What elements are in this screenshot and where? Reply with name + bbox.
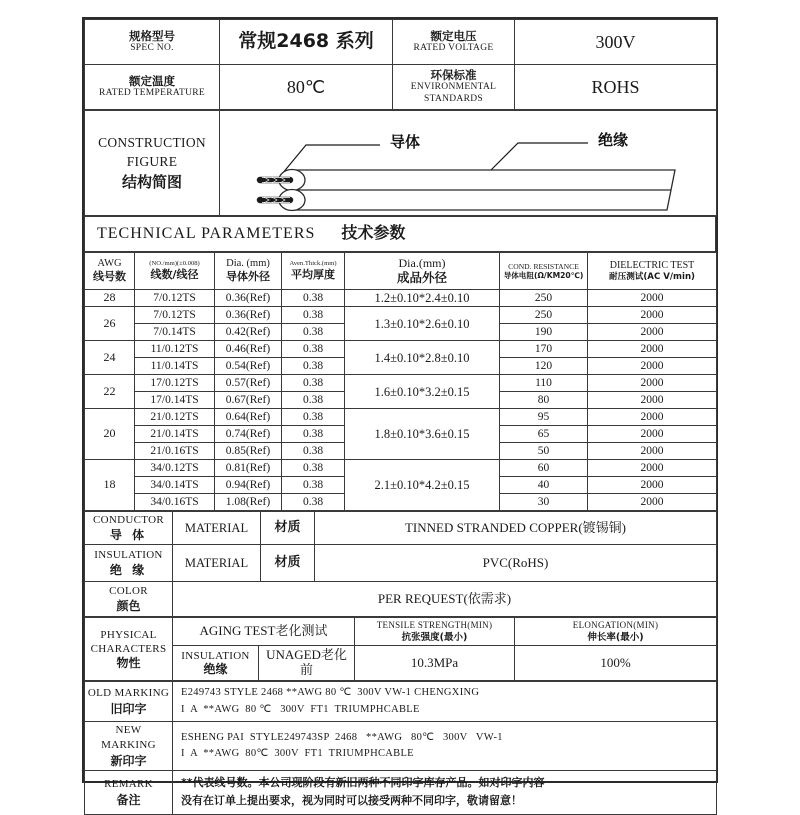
cell-dielectric: 2000 (588, 324, 717, 341)
cell-dielectric: 2000 (588, 290, 717, 307)
tech-params-title-en: TECHNICAL PARAMETERS (97, 225, 316, 243)
tech-params-title-row (85, 217, 716, 252)
insulation-attr-cn: 材质 (261, 545, 315, 582)
cell-strands: 17/0.12TS (135, 375, 215, 392)
remark-content (173, 770, 717, 814)
conductor-row (85, 512, 717, 545)
remark-row (85, 770, 717, 814)
cell-conductor-dia: 0.36(Ref) (215, 307, 282, 324)
elongation-value: 100% (515, 646, 717, 681)
physical-characters-label: PHYSICAL CHARACTERS 物性 (85, 618, 173, 681)
cell-thickness: 0.38 (282, 409, 345, 426)
cable-diagram (220, 111, 716, 215)
color-value: PER REQUEST(依需求) (173, 582, 717, 617)
cell-conductor-dia: 0.64(Ref) (215, 409, 282, 426)
unaged-label: UNAGED老化前 (259, 646, 355, 681)
cell-resistance: 30 (500, 494, 588, 511)
tech-params-title-cn: 技术参数 (341, 223, 406, 243)
insulation-row (85, 545, 717, 582)
conductor-attr-cn: 材质 (261, 512, 315, 545)
cell-resistance: 250 (500, 290, 588, 307)
new-marking-line1: ESHENG PAI STYLE249743SP 2468 **AWG 80℃ 300V VW-1 (181, 731, 503, 743)
cell-conductor-dia: 0.81(Ref) (215, 460, 282, 477)
cell-finished-dia: 1.6±0.10*3.2±0.15 (345, 375, 500, 409)
cell-strands: 34/0.12TS (135, 460, 215, 477)
col-header-awg: AWG 线号数 (85, 253, 135, 290)
aging-insulation-label: INSULATION 绝缘 (173, 646, 259, 681)
cell-strands: 34/0.14TS (135, 477, 215, 494)
spec-row (85, 409, 717, 426)
cell-thickness: 0.38 (282, 426, 345, 443)
tech-params-title-cell (85, 217, 716, 252)
cell-resistance: 50 (500, 443, 588, 460)
cell-awg: 26 (85, 307, 135, 341)
old-marking-line1: E249743 STYLE 2468 **AWG 80 ℃ 300V VW-1 CHENGXING (181, 687, 480, 699)
cell-resistance: 40 (500, 477, 588, 494)
rated-temperature-value: 80℃ (220, 65, 393, 110)
tensile-strength-header: TENSILE STRENGTH(MIN) 抗张强度(最小) (355, 618, 515, 646)
color-label: COLOR 颜色 (85, 582, 173, 617)
aging-test-title: AGING TEST老化测试 (173, 618, 355, 646)
old-marking-label: OLD MARKING 旧印字 (85, 682, 173, 722)
header-table (84, 19, 717, 110)
environmental-standards-label-en2: STANDARDS (424, 93, 483, 104)
cell-strands: 21/0.12TS (135, 409, 215, 426)
spec-no-label (85, 20, 220, 65)
cell-awg: 24 (85, 341, 135, 375)
cell-thickness: 0.38 (282, 290, 345, 307)
spec-row (85, 341, 717, 358)
rated-voltage-label (393, 20, 515, 65)
callout-insulation-label: 绝缘 (598, 131, 629, 149)
col-header-finished-dia: Dia.(mm) 成品外径 (345, 253, 500, 290)
cell-awg: 28 (85, 290, 135, 307)
cell-dielectric: 2000 (588, 426, 717, 443)
cell-finished-dia: 1.8±0.10*3.6±0.15 (345, 409, 500, 460)
spec-no-value: 常规2468 系列 (220, 20, 393, 65)
cell-finished-dia: 1.4±0.10*2.8±0.10 (345, 341, 500, 375)
col-header-resistance: COND. RESISTANCE 导体电阻(Ω/KM20℃) (500, 253, 588, 290)
cell-thickness: 0.38 (282, 460, 345, 477)
spec-row (85, 290, 717, 307)
cell-strands: 7/0.12TS (135, 290, 215, 307)
cell-resistance: 110 (500, 375, 588, 392)
conductor-attr-en: MATERIAL (173, 512, 261, 545)
cell-strands: 11/0.14TS (135, 358, 215, 375)
spec-header-row (85, 253, 717, 290)
environmental-standards-label (393, 65, 515, 110)
environmental-standards-label-en1: ENVIRONMENTAL (410, 81, 497, 92)
cell-thickness: 0.38 (282, 477, 345, 494)
cell-thickness: 0.38 (282, 341, 345, 358)
cell-dielectric: 2000 (588, 375, 717, 392)
cell-thickness: 0.38 (282, 324, 345, 341)
cell-conductor-dia: 0.36(Ref) (215, 290, 282, 307)
insulation-label: INSULATION 绝 缘 (85, 545, 173, 582)
cell-dielectric: 2000 (588, 460, 717, 477)
cell-conductor-dia: 0.85(Ref) (215, 443, 282, 460)
cell-conductor-dia: 0.57(Ref) (215, 375, 282, 392)
cell-thickness: 0.38 (282, 307, 345, 324)
construction-label-en2: FIGURE (126, 154, 178, 170)
cell-resistance: 190 (500, 324, 588, 341)
cell-conductor-dia: 0.42(Ref) (215, 324, 282, 341)
cell-awg: 20 (85, 409, 135, 460)
cell-resistance: 120 (500, 358, 588, 375)
cell-conductor-dia: 0.46(Ref) (215, 341, 282, 358)
insulation-attr-en: MATERIAL (173, 545, 261, 582)
physical-value-row (85, 646, 717, 681)
cell-thickness: 0.38 (282, 392, 345, 409)
remark-line2: 没有在订单上提出要求，视为同时可以接受两种不同印字，敬请留意！ (181, 794, 522, 808)
construction-label-cn: 结构简图 (121, 172, 182, 191)
new-marking-line2: I A **AWG 80℃ 300V FT1 TRIUMPHCABLE (181, 747, 414, 759)
rated-voltage-label-en: RATED VOLTAGE (413, 43, 494, 54)
cell-finished-dia: 2.1±0.10*4.2±0.15 (345, 460, 500, 511)
cell-strands: 21/0.16TS (135, 443, 215, 460)
spec-row (85, 460, 717, 477)
cell-strands: 7/0.12TS (135, 307, 215, 324)
cell-awg: 22 (85, 375, 135, 409)
cell-thickness: 0.38 (282, 358, 345, 375)
tensile-strength-value: 10.3MPa (355, 646, 515, 681)
physical-characters-table (84, 617, 717, 681)
markings-table (84, 681, 717, 815)
spec-sheet (82, 17, 718, 808)
remark-label: REMARK 备注 (85, 770, 173, 814)
new-marking-row (85, 721, 717, 770)
cell-dielectric: 2000 (588, 494, 717, 511)
rated-temperature-label-cn: 额定温度 (129, 73, 175, 88)
col-header-dielectric: DIELECTRIC TEST 耐压测试(AC V/min) (588, 253, 717, 290)
old-marking-row (85, 682, 717, 722)
new-marking-label: NEW MARKING 新印字 (85, 721, 173, 770)
col-header-thickness: Aven.Thick.(mm) 平均厚度 (282, 253, 345, 290)
old-marking-line2: I A **AWG 80 ℃ 300V FT1 TRIUMPHCABLE (181, 703, 420, 715)
spec-no-label-cn: 规格型号 (129, 28, 175, 43)
header-row-temperature (85, 65, 717, 110)
cell-resistance: 170 (500, 341, 588, 358)
cable-drawing-svg (220, 111, 717, 215)
cell-dielectric: 2000 (588, 392, 717, 409)
cell-dielectric: 2000 (588, 358, 717, 375)
spec-row (85, 307, 717, 324)
header-row-spec (85, 20, 717, 65)
cell-strands: 7/0.14TS (135, 324, 215, 341)
cell-dielectric: 2000 (588, 307, 717, 324)
cell-dielectric: 2000 (588, 477, 717, 494)
rated-voltage-label-cn: 额定电压 (430, 28, 477, 43)
rated-voltage-value: 300V (515, 20, 717, 65)
cell-conductor-dia: 0.74(Ref) (215, 426, 282, 443)
environmental-standards-value: ROHS (515, 65, 717, 110)
physical-header-row (85, 618, 717, 646)
cell-thickness: 0.38 (282, 494, 345, 511)
cell-strands: 34/0.16TS (135, 494, 215, 511)
conductor-material-value: TINNED STRANDED COPPER(镀锡铜) (315, 512, 717, 545)
construction-figure-row (85, 111, 717, 216)
cell-thickness: 0.38 (282, 375, 345, 392)
conductor-label: CONDUCTOR 导 体 (85, 512, 173, 545)
rated-temperature-label (85, 65, 220, 110)
construction-figure-label (85, 111, 220, 216)
spec-row (85, 375, 717, 392)
cell-dielectric: 2000 (588, 341, 717, 358)
color-row (85, 582, 717, 617)
construction-figure-table (84, 110, 717, 216)
cell-strands: 17/0.14TS (135, 392, 215, 409)
cell-finished-dia: 1.3±0.10*2.6±0.10 (345, 307, 500, 341)
cell-strands: 11/0.12TS (135, 341, 215, 358)
old-marking-content (173, 682, 717, 722)
cell-resistance: 60 (500, 460, 588, 477)
tech-params-table (84, 252, 717, 511)
cell-resistance: 250 (500, 307, 588, 324)
materials-table (84, 511, 717, 617)
cell-dielectric: 2000 (588, 409, 717, 426)
cell-strands: 21/0.14TS (135, 426, 215, 443)
cell-resistance: 65 (500, 426, 588, 443)
cell-awg: 18 (85, 460, 135, 511)
spec-no-label-en: SPEC NO. (130, 43, 174, 54)
cell-resistance: 80 (500, 392, 588, 409)
cell-dielectric: 2000 (588, 443, 717, 460)
environmental-standards-label-cn: 环保标准 (430, 67, 477, 82)
construction-label-en1: CONSTRUCTION (98, 134, 206, 150)
cell-finished-dia: 1.2±0.10*2.4±0.10 (345, 290, 500, 307)
tech-params-title-table (84, 216, 716, 252)
callout-conductor-label: 导体 (390, 133, 421, 151)
cell-conductor-dia: 0.54(Ref) (215, 358, 282, 375)
elongation-header: ELONGATION(MIN) 伸长率(最小) (515, 618, 717, 646)
cell-conductor-dia: 1.08(Ref) (215, 494, 282, 511)
cell-thickness: 0.38 (282, 443, 345, 460)
rated-temperature-label-en: RATED TEMPERATURE (98, 88, 205, 99)
new-marking-content (173, 721, 717, 770)
cell-resistance: 95 (500, 409, 588, 426)
cell-conductor-dia: 0.94(Ref) (215, 477, 282, 494)
col-header-strands: (NO./mm)(±0.008) 线数/线径 (135, 253, 215, 290)
cell-conductor-dia: 0.67(Ref) (215, 392, 282, 409)
construction-figure-cell (220, 111, 717, 216)
col-header-conductor-dia: Dia. (mm) 导体外径 (215, 253, 282, 290)
insulation-material-value: PVC(RoHS) (315, 545, 717, 582)
remark-line1: **代表线号数。本公司现阶段有新旧两种不同印字库存产品。如对印字内容 (181, 775, 545, 789)
